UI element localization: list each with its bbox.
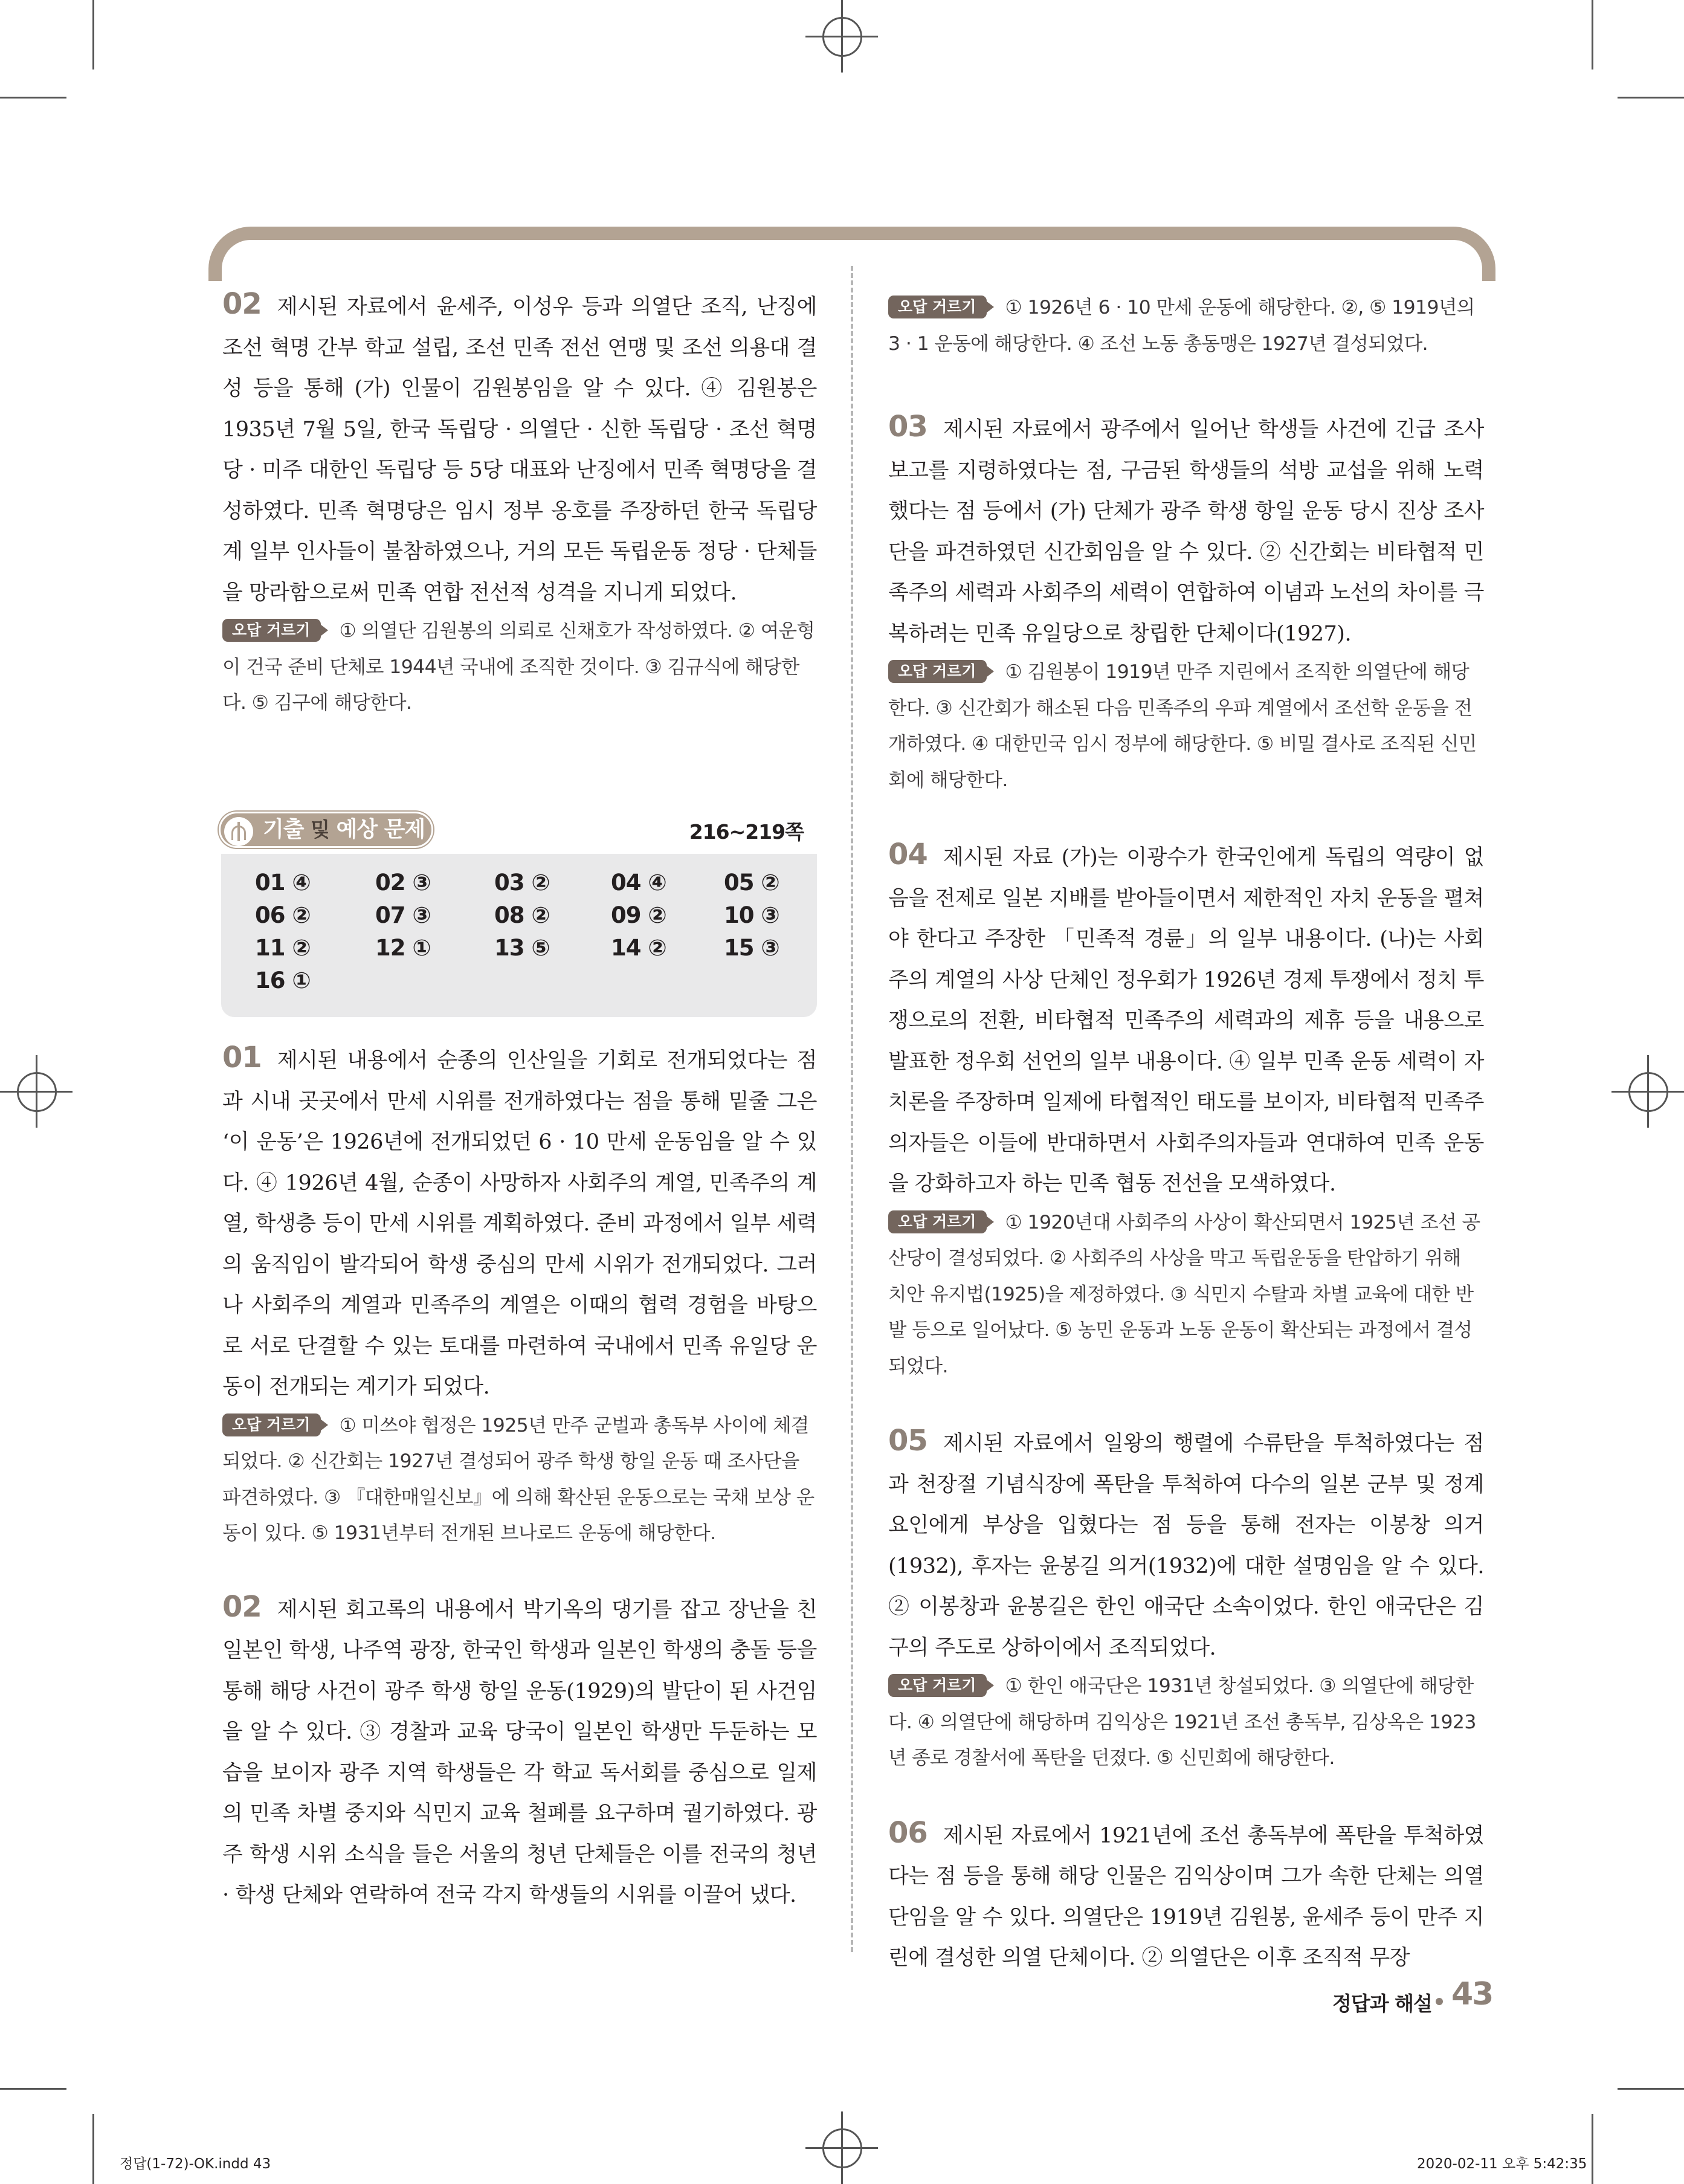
explanation-text: 제시된 자료 (가)는 이광수가 한국인에게 독립의 역량이 없음을 전제로 일본 지배를 받아들이면서 제한적인 자치 운동을 펼쳐야 한다고 주장한 「민족적 경륜」의 일부 내용이다. (나)는 사회주의 계열의 사상 단체인 정우회가 1926년 경제 투쟁에서 정치 투쟁으로의 전환, 비타협적 민족주의 세력과의 제휴 등을 내용으로 발표한 정우회 선언의 일부 내용이다. ④ 일부 민족 운동 세력이 자치론을 주장하며 일제에 타협적인 태도를 보이자, 비타협적 민족주의자들은 이들에 반대하면서 사회주의자들과 연대하여 민족 운동을 강화하고자 하는 민족 협동 전선을 모색하였다.: [888, 845, 1484, 1196]
answer-item: 16 ①: [255, 968, 311, 993]
explanation-text: 제시된 자료에서 광주에서 일어난 학생들 사건에 긴급 조사 보고를 지령하였다는 점, 구금된 학생들의 석방 교섭을 위해 노력했다는 점 등에서 (가) 단체가 광주 학생 항일 운동 당시 진상 조사단을 파견하였던 신간회임을 알 수 있다. ② 신간회는 비타협적 민족주의 세력과 사회주의 세력이 연합하여 이념과 노선의 차이를 극복하려는 민족 유일당으로 창립한 단체이다(1927).: [888, 418, 1484, 646]
crop-mark: [1618, 2088, 1684, 2090]
answer-item: 05 ②: [724, 870, 779, 896]
answer-item: 02 ③: [375, 870, 431, 896]
section-title-pill: [219, 812, 433, 848]
wrong-answer-tag: 오답 거르기: [222, 619, 321, 642]
crop-mark: [0, 97, 66, 99]
answer-item: 07 ③: [375, 902, 431, 928]
note-text: ① 한인 애국단은 1931년 창설되었다. ③ 의열단에 해당한다. ④ 의열단에 해당하며 김익상은 1921년 조선 총독부, 김상옥은 1923년 종로 경찰서에 폭탄을 던졌다. ⑤ 신민회에 해당한다.: [888, 1675, 1476, 1769]
crop-mark: [92, 0, 94, 69]
section-header: [219, 812, 817, 848]
answer-item: 14 ②: [611, 935, 666, 961]
crop-mark: [1592, 0, 1593, 69]
footer-label: 정답과 해설: [1332, 1992, 1432, 2015]
wrong-answer-note: [888, 1669, 1484, 1777]
note-text: ① 미쓰야 협정은 1925년 만주 군벌과 총독부 사이에 체결되었다. ② 신간회는 1927년 결성되어 광주 학생 항일 운동 때 조사단을 파견하였다. ③ 『대한매일신보』에 의해 확산된 운동으로는 국채 보상 운동이 있다. ⑤ 1931년부터 전개된 브나로드 운동에 해당한다.: [222, 1414, 815, 1544]
wrong-answer-note: [888, 290, 1484, 362]
question-number: 05: [888, 1424, 927, 1458]
explanation-text: 제시된 자료에서 일왕의 행렬에 수류탄을 투척하였다는 점과 천장절 기념식장에 폭탄을 투척하여 다수의 일본 군부 및 정계 요인에게 부상을 입혔다는 점 등을 통해 전자는 이봉창 의거(1932), 후자는 윤봉길 의거(1932)에 대한 설명임을 알 수 있다. ② 이봉창과 윤봉길은 한인 애국단 소속이었다. 한인 애국단은 김구의 주도로 상하이에서 조직되었다.: [888, 1432, 1484, 1660]
answer-item: 10 ③: [724, 902, 779, 928]
crop-mark: [0, 2088, 66, 2090]
question-number: 06: [888, 1815, 927, 1850]
registration-mark: [1611, 1055, 1684, 1128]
q05-explanation: [888, 1421, 1484, 1669]
question-number: 02: [222, 287, 262, 321]
note-text: ① 1926년 6 · 10 만세 운동에 해당한다. ②, ⑤ 1919년의 3 · 1 운동에 해당한다. ④ 조선 노동 총동맹은 1927년 결성되었다.: [888, 297, 1475, 355]
quill-icon: [224, 817, 253, 846]
answer-grid: [221, 854, 817, 1017]
q02-prev-explanation: [222, 284, 817, 613]
answer-item: 12 ①: [375, 935, 431, 961]
page-range: 216~219쪽: [689, 820, 804, 844]
wrong-answer-tag: 오답 거르기: [888, 1210, 987, 1233]
note-text: ① 1920년대 사회주의 사상이 확산되면서 1925년 조선 공산당이 결성되었다. ② 사회주의 사상을 막고 독립운동을 탄압하기 위해 치안 유지법(1925)을 제정하였다. ③ 식민지 수탈과 차별 교육에 대한 반발 등으로 일어났다. ⑤ 농민 운동과 노동 운동이 확산되는 과정에서 결성되었다.: [888, 1211, 1480, 1377]
column-divider: [851, 266, 853, 1952]
wrong-answer-tag: 오답 거르기: [888, 660, 987, 683]
left-column-lower: [222, 1038, 817, 1916]
crop-mark: [1592, 2114, 1593, 2184]
registration-mark: [805, 0, 878, 73]
question-number: 02: [222, 1589, 262, 1624]
wrong-answer-note: [888, 1205, 1484, 1385]
wrong-answer-note: [222, 1408, 817, 1552]
right-column: [888, 290, 1484, 1979]
answer-item: 04 ④: [611, 870, 666, 896]
crop-mark: [1618, 97, 1684, 99]
registration-mark: [805, 2111, 878, 2184]
q06-explanation: [888, 1813, 1484, 1979]
wrong-answer-tag: 오답 거르기: [888, 296, 987, 318]
question-number: 01: [222, 1041, 262, 1074]
wrong-answer-note: [888, 654, 1484, 798]
note-text: ① 김원봉이 1919년 만주 지린에서 조직한 의열단에 해당한다. ③ 신간회가 해소된 다음 민족주의 우파 계열에서 조선학 운동을 전개하였다. ④ 대한민국 임시 정부에 해당한다. ⑤ 비밀 결사로 조직된 신민회에 해당한다.: [888, 661, 1477, 791]
wrong-answer-tag: 오답 거르기: [222, 1413, 321, 1436]
answer-item: 03 ②: [494, 870, 550, 896]
answer-item: 01 ④: [255, 870, 311, 896]
section-title: 기출 및 예상 문제: [263, 817, 425, 842]
q01-explanation: [222, 1038, 817, 1408]
q03-explanation: [888, 407, 1484, 654]
slug-file: 정답(1-72)-OK.indd 43: [120, 2156, 271, 2172]
explanation-text: 제시된 자료에서 윤세주, 이성우 등과 의열단 조직, 난징에 조선 혁명 간부 학교 설립, 조선 민족 전선 연맹 및 조선 의용대 결성 등을 통해 (가) 인물이 김원봉임을 알 수 있다. ④ 김원봉은 1935년 7월 5일, 한국 독립당 · 의열단 · 신한 독립당 · 조선 혁명당 · 미주 대한인 독립당 등 5당 대표와 난징에서 민족 혁명당을 결성하였다. 민족 혁명당은 임시 정부 옹호를 주장하던 한국 독립당계 일부 인사들이 불참하였으나, 거의 모든 독립운동 정당 · 단체들을 망라함으로써 민족 연합 전선적 성격을 지니게 되었다.: [222, 295, 817, 605]
explanation-text: 제시된 내용에서 순종의 인산일을 기회로 전개되었다는 점과 시내 곳곳에서 만세 시위를 전개하였다는 점을 통해 밑줄 그은 ‘이 운동’은 1926년에 전개되었던 6 · 10 만세 운동임을 알 수 있다. ④ 1926년 4월, 순종이 사망하자 사회주의 계열, 민족주의 계열, 학생층 등이 만세 시위를 계획하였다. 준비 과정에서 일부 세력의 움직임이 발각되어 학생 중심의 만세 시위가 전개되었다. 그러나 사회주의 계열과 민족주의 계열은 이때의 협력 경험을 바탕으로 서로 단결할 수 있는 토대를 마련하여 국내에서 민족 유일당 운동이 전개되는 계기가 되었다.: [222, 1048, 817, 1399]
registration-mark: [0, 1055, 73, 1128]
explanation-text: 제시된 회고록의 내용에서 박기옥의 댕기를 잡고 장난을 친 일본인 학생, 나주역 광장, 한국인 학생과 일본인 학생의 충돌 등을 통해 해당 사건이 광주 학생 항일 운동(1929)의 발단이 된 사건임을 알 수 있다. ③ 경찰과 교육 당국이 일본인 학생만 두둔하는 모습을 보이자 광주 지역 학생들은 각 학교 독서회를 중심으로 일제의 민족 차별 중지와 식민지 교육 철폐를 요구하며 궐기하였다. 광주 학생 시위 소식을 들은 서울의 청년 단체들은 이를 전국의 청년 · 학생 단체와 연락하여 전국 각지 학생들의 시위를 이끌어 냈다.: [222, 1597, 817, 1907]
question-number: 03: [888, 410, 927, 444]
wrong-answer-note: [222, 613, 817, 722]
q02-explanation: [222, 1587, 817, 1916]
note-text: ① 의열단 김원봉의 의뢰로 신채호가 작성하였다. ② 여운형이 건국 준비 단체로 1944년 국내에 조직한 것이다. ③ 김규식에 해당한다. ⑤ 김구에 해당한다.: [222, 620, 815, 714]
explanation-text: 제시된 자료에서 1921년에 조선 총독부에 폭탄을 투척하였다는 점 등을 통해 해당 인물은 김익상이며 그가 속한 단체는 의열단임을 알 수 있다. 의열단은 1919년 김원봉, 윤세주 등이 만주 지린에 결성한 의열 단체이다. ② 의열단은 이후 조직적 무장: [888, 1823, 1484, 1970]
answer-item: 06 ②: [255, 902, 311, 928]
left-column: [222, 284, 817, 722]
answer-item: 11 ②: [255, 935, 311, 961]
q04-explanation: [888, 835, 1484, 1205]
slug-date: 2020-02-11 오후 5:42:35: [1417, 2156, 1587, 2172]
wrong-answer-tag: 오답 거르기: [888, 1674, 987, 1697]
answer-item: 09 ②: [611, 902, 666, 928]
question-number: 04: [888, 838, 927, 871]
page-number: 43: [1451, 1976, 1493, 2012]
answer-item: 13 ⑤: [494, 935, 550, 961]
crop-mark: [92, 2114, 94, 2184]
answer-item: 08 ②: [494, 902, 550, 928]
bullet-dot-icon: [1436, 1998, 1443, 2005]
answer-item: 15 ③: [724, 935, 779, 961]
